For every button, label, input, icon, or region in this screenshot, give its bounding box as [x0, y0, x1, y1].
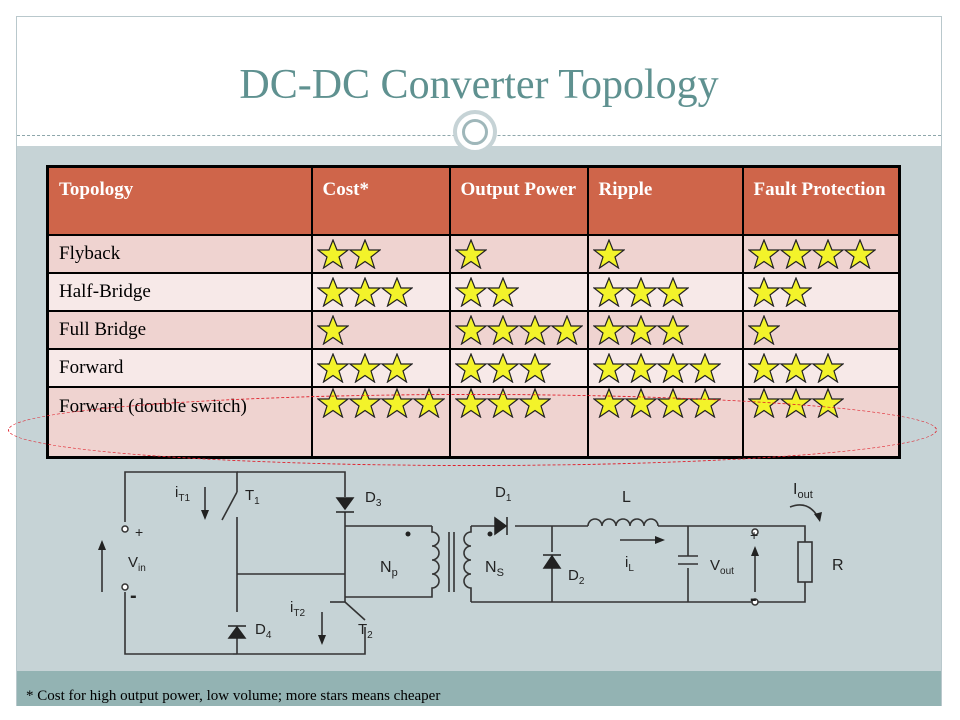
label-Np: $N_p$ — [380, 559, 398, 579]
star-icon — [593, 353, 625, 383]
topology-name: Half-Bridge — [48, 273, 312, 311]
star-icon — [487, 353, 519, 383]
star-icon — [593, 388, 625, 418]
forward-converter-schematic — [90, 462, 860, 670]
star-icon — [657, 315, 689, 345]
cost-rating — [312, 349, 450, 387]
star-icon — [689, 388, 721, 418]
label-minus-in: - — [130, 585, 137, 607]
star-icon — [657, 353, 689, 383]
output-power-rating — [450, 387, 588, 458]
label-minus-out: - — [750, 588, 757, 610]
star-icon — [317, 388, 349, 418]
star-icon — [317, 277, 349, 307]
topology-name: Full Bridge — [48, 311, 312, 349]
label-Iout: $I_{out}$ — [793, 481, 813, 501]
slide-title: DC-DC Converter Topology — [239, 62, 719, 108]
star-icon — [519, 388, 551, 418]
header-topology: Topology — [48, 167, 312, 236]
star-icon — [349, 353, 381, 383]
star-icon — [657, 388, 689, 418]
star-icon — [487, 277, 519, 307]
star-icon — [625, 388, 657, 418]
label-plus-in: + — [135, 524, 144, 540]
ripple-rating — [588, 235, 743, 273]
star-icon — [780, 239, 812, 269]
table-row — [48, 349, 900, 387]
table-row — [48, 235, 900, 273]
label-L: L — [622, 489, 631, 506]
star-icon — [455, 353, 487, 383]
star-icon — [593, 277, 625, 307]
star-icon — [551, 315, 583, 345]
star-icon — [349, 277, 381, 307]
star-icon — [317, 315, 349, 345]
star-icon — [519, 315, 551, 345]
star-icon — [625, 353, 657, 383]
star-icon — [381, 277, 413, 307]
label-T1: $T_1$ — [245, 487, 260, 507]
star-icon — [657, 277, 689, 307]
footnote: * Cost for high output power, low volume; more stars means cheaper — [26, 688, 441, 704]
topology-name: Forward (double switch) — [48, 387, 312, 458]
ripple-rating — [588, 273, 743, 311]
star-icon — [812, 239, 844, 269]
star-icon — [689, 353, 721, 383]
star-icon — [748, 239, 780, 269]
label-iT2: $i_{T2}$ — [290, 599, 306, 619]
table-header-row — [48, 167, 900, 236]
label-Vout: $V_{out}$ — [710, 557, 734, 577]
output-power-rating — [450, 235, 588, 273]
output-power-rating — [450, 349, 588, 387]
star-icon — [780, 277, 812, 307]
star-icon — [625, 315, 657, 345]
output-power-rating — [450, 273, 588, 311]
fault-protection-rating — [743, 349, 900, 387]
header-fault-protection: Fault Protection — [743, 167, 900, 236]
star-icon — [748, 353, 780, 383]
topology-name: Flyback — [48, 235, 312, 273]
label-Vin: $V_{in}$ — [128, 554, 146, 574]
star-icon — [349, 388, 381, 418]
star-icon — [748, 315, 780, 345]
label-R: R — [832, 557, 844, 574]
header-ripple: Ripple — [588, 167, 743, 236]
star-icon — [519, 353, 551, 383]
star-icon — [625, 277, 657, 307]
fault-protection-rating — [743, 311, 900, 349]
star-icon — [455, 315, 487, 345]
star-icon — [593, 239, 625, 269]
topology-name: Forward — [48, 349, 312, 387]
fault-protection-rating — [743, 273, 900, 311]
ripple-rating — [588, 387, 743, 458]
table-row-highlighted — [48, 387, 900, 458]
star-icon — [812, 388, 844, 418]
star-icon — [455, 388, 487, 418]
star-icon — [455, 239, 487, 269]
cost-rating — [312, 311, 450, 349]
fault-protection-rating — [743, 387, 900, 458]
label-D3: $D_3$ — [365, 489, 382, 509]
star-icon — [455, 277, 487, 307]
header-cost: Cost* — [312, 167, 450, 236]
cost-rating — [312, 273, 450, 311]
output-power-rating — [450, 311, 588, 349]
label-D1: $D_1$ — [495, 484, 512, 504]
star-icon — [381, 388, 413, 418]
star-icon — [748, 277, 780, 307]
star-icon — [381, 353, 413, 383]
star-icon — [413, 388, 445, 418]
label-D2: $D_2$ — [568, 567, 585, 587]
ripple-rating — [588, 311, 743, 349]
table-row — [48, 273, 900, 311]
label-iL: $i_L$ — [625, 554, 634, 574]
star-icon — [844, 239, 876, 269]
label-plus-out: + — [750, 527, 759, 543]
star-icon — [780, 353, 812, 383]
table-row — [48, 311, 900, 349]
star-icon — [317, 239, 349, 269]
ripple-rating — [588, 349, 743, 387]
cost-rating — [312, 387, 450, 458]
label-T2: $T_2$ — [358, 621, 373, 641]
star-icon — [593, 315, 625, 345]
star-icon — [487, 388, 519, 418]
header-output-power: Output Power — [450, 167, 588, 236]
fault-protection-rating — [743, 235, 900, 273]
star-icon — [780, 388, 812, 418]
cost-rating — [312, 235, 450, 273]
circle-ornament-icon — [453, 110, 497, 154]
star-icon — [487, 315, 519, 345]
star-icon — [748, 388, 780, 418]
star-icon — [812, 353, 844, 383]
label-Ns: $N_S$ — [485, 559, 504, 579]
star-icon — [349, 239, 381, 269]
label-D4: $D_4$ — [255, 621, 272, 641]
label-iT1: $i_{T1}$ — [175, 484, 191, 504]
star-icon — [317, 353, 349, 383]
topology-table — [46, 165, 901, 459]
